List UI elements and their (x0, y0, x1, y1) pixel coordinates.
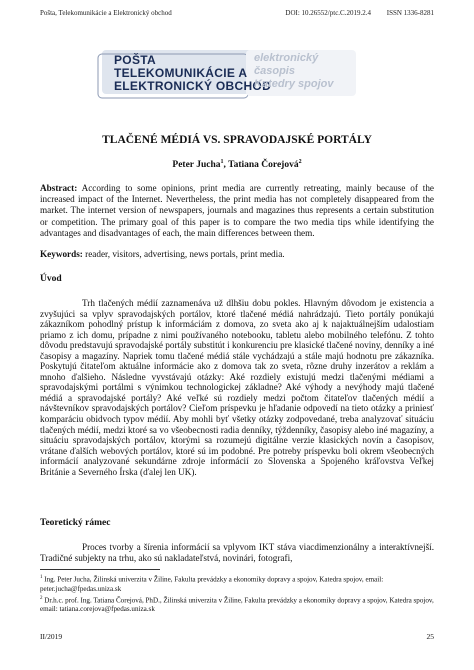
footnote-1 (40, 573, 434, 594)
author-2-footnote-mark: 2 (298, 159, 302, 165)
section-heading-teoreticky-ramec: Teoretický rámec (40, 518, 111, 528)
footnote-2 (40, 594, 434, 615)
page-footer (40, 632, 434, 642)
author-1: Peter Jucha (172, 160, 221, 171)
footnote-2-text: Dr.h.c. prof. Ing. Tatiana Čorejová, PhD., Žilinská univerzita v Žiline, Fakulta prevádzky a ekonomiky dopravy a spojov, Katedra spojov, email: tatiana.corejova@fpedas.uniza.sk (40, 596, 434, 614)
footnotes (40, 573, 434, 615)
logo-subtitle (254, 52, 333, 91)
footnote-1-text: Ing. Peter Jucha, Žilinská univerzita v Žiline, Fakulta prevádzky a ekonomiky dopravy a spojov, Katedra spojov, email: peter.jucha@fpedas.uniza.sk (40, 575, 384, 593)
section-teoreticky-ramec-body (40, 542, 434, 563)
paper-title: TLAČENÉ MÉDIÁ VS. SPRAVODAJSKÉ PORTÁLY (102, 134, 372, 146)
logo-line-1: POŠTA (114, 53, 156, 67)
paragraph: Proces tvorby a šírenia informácií sa vplyvom IKT stáva viacdimenzionálny a interaktívnejší. Tradičné subjekty na trhu, ako sú nakladateľstvá, novinári, fotografi, (40, 542, 434, 563)
author-1-footnote-mark: 1 (220, 159, 224, 165)
logo-line-3: ELEKTRONICKÝ OBCHOD (114, 79, 272, 93)
keywords (40, 249, 434, 260)
logo-title (114, 54, 271, 93)
authors (40, 159, 434, 170)
section-uvod-body (40, 298, 434, 477)
paragraph: Trh tlačených médií zaznamenáva už dlhšiu dobu pokles. Hlavným dôvodom je existencia a zvyšujúci sa vplyv spravodajských portálov, ktoré tlačené médiá nahrádzajú. Tieto portály ponúkajú zákazníkom pohodlný prístup k informáciám z domova, zo sveta ako aj k najaktuálnejším udalostiam priamo z ich domu, prípadne z nimi používaného notebooku, tabletu alebo mobilného telefónu. Z tohto dôvodu predstavujú spravodajské portály substitút i konkurenciu pre klasické tlačené noviny, denníky a iné časopisy a magazíny. Napriek tomu tlačené médiá stále vychádzajú a stále majú hodnotu pre zákazníka. Poskytujú čitateľom aktuálne informácie ako z domova tak zo sveta, rôzne druhy inzerátov a reklám a mnoho ďalšieho. Následne vyvstávajú otázky: Aké rozdiely existujú medzi tlačenými médiami a spravodajskými portálmi s výnimkou technologickej základne? Aké výhody a nevýhody majú tlačené médiá a spravodajské portály? Aké veľké sú rozdiely medzi počtom čitateľov tlačených médií a návštevníkov spravodajských portálov? Cieľom príspevku je hľadanie odpovedí na tieto otázky a priniesť komparáciu obidvoch typov médií. Aby mohli byť všetky otázky zodpovedané, treba analyzovať situáciu tlačených médií, medzi ktoré sa vo všeobecnosti radia denníky, týždenníky, časopisy alebo iné magazíny, a situáciu spravodajských portálov, ktorými sa rozumejú digitálne verzie klasických novín a časopisov, vrátane ďalších webových portálov, ktoré sú im podobné. Pre potreby príspevku boli okrem všeobecných informácií analyzované sekundárne zdroje informácií zo Slovenska a Spojeného kráľovstva Veľkej Británie a Severného Írska (ďalej len UK). (40, 298, 434, 477)
keywords-text: reader, visitors, advertising, news portals, print media. (85, 249, 285, 259)
journal-name: Pošta, Telekomunikácie a Elektronický obchod (40, 9, 172, 17)
logo-right-line-2: časopis (254, 65, 295, 77)
abstract-text: According to some opinions, print media are currently retreating, mainly because of the increased impact of the Internet. Nevertheless, the print media has not completely disappeared from the market. The internet version of newspapers, journals and magazines thus represents a certain substitution or competition. The primary goal of this paper is to compare the two media tips while identifying the advantages and disadvantages of each, the main differences between them. (40, 183, 434, 238)
running-header (40, 8, 434, 18)
page-number: 25 (426, 632, 434, 641)
logo-line-2: TELEKOMUNIKÁCIE A (114, 66, 248, 80)
logo-right-line-3: Katedry spojov (254, 78, 334, 90)
abstract (40, 183, 434, 239)
issn: ISSN 1336-8281 (386, 9, 434, 17)
journal-logo (96, 48, 366, 108)
footnote-1-mark: 1 (40, 575, 43, 580)
doi-issn (271, 8, 434, 18)
author-2: Tatiana Čorejová (228, 160, 299, 171)
keywords-label: Keywords: (40, 249, 83, 259)
footnote-divider (40, 569, 160, 570)
doi: DOI: 10.26552/ptc.C.2019.2.4 (285, 9, 371, 17)
section-heading-uvod: Úvod (40, 274, 62, 284)
footnote-2-mark: 2 (40, 595, 43, 601)
abstract-label: Abstract: (40, 183, 78, 193)
author-separator: , (223, 160, 229, 171)
logo-right-line-1: elektronický (254, 52, 319, 64)
issue-label: II/2019 (40, 632, 63, 641)
